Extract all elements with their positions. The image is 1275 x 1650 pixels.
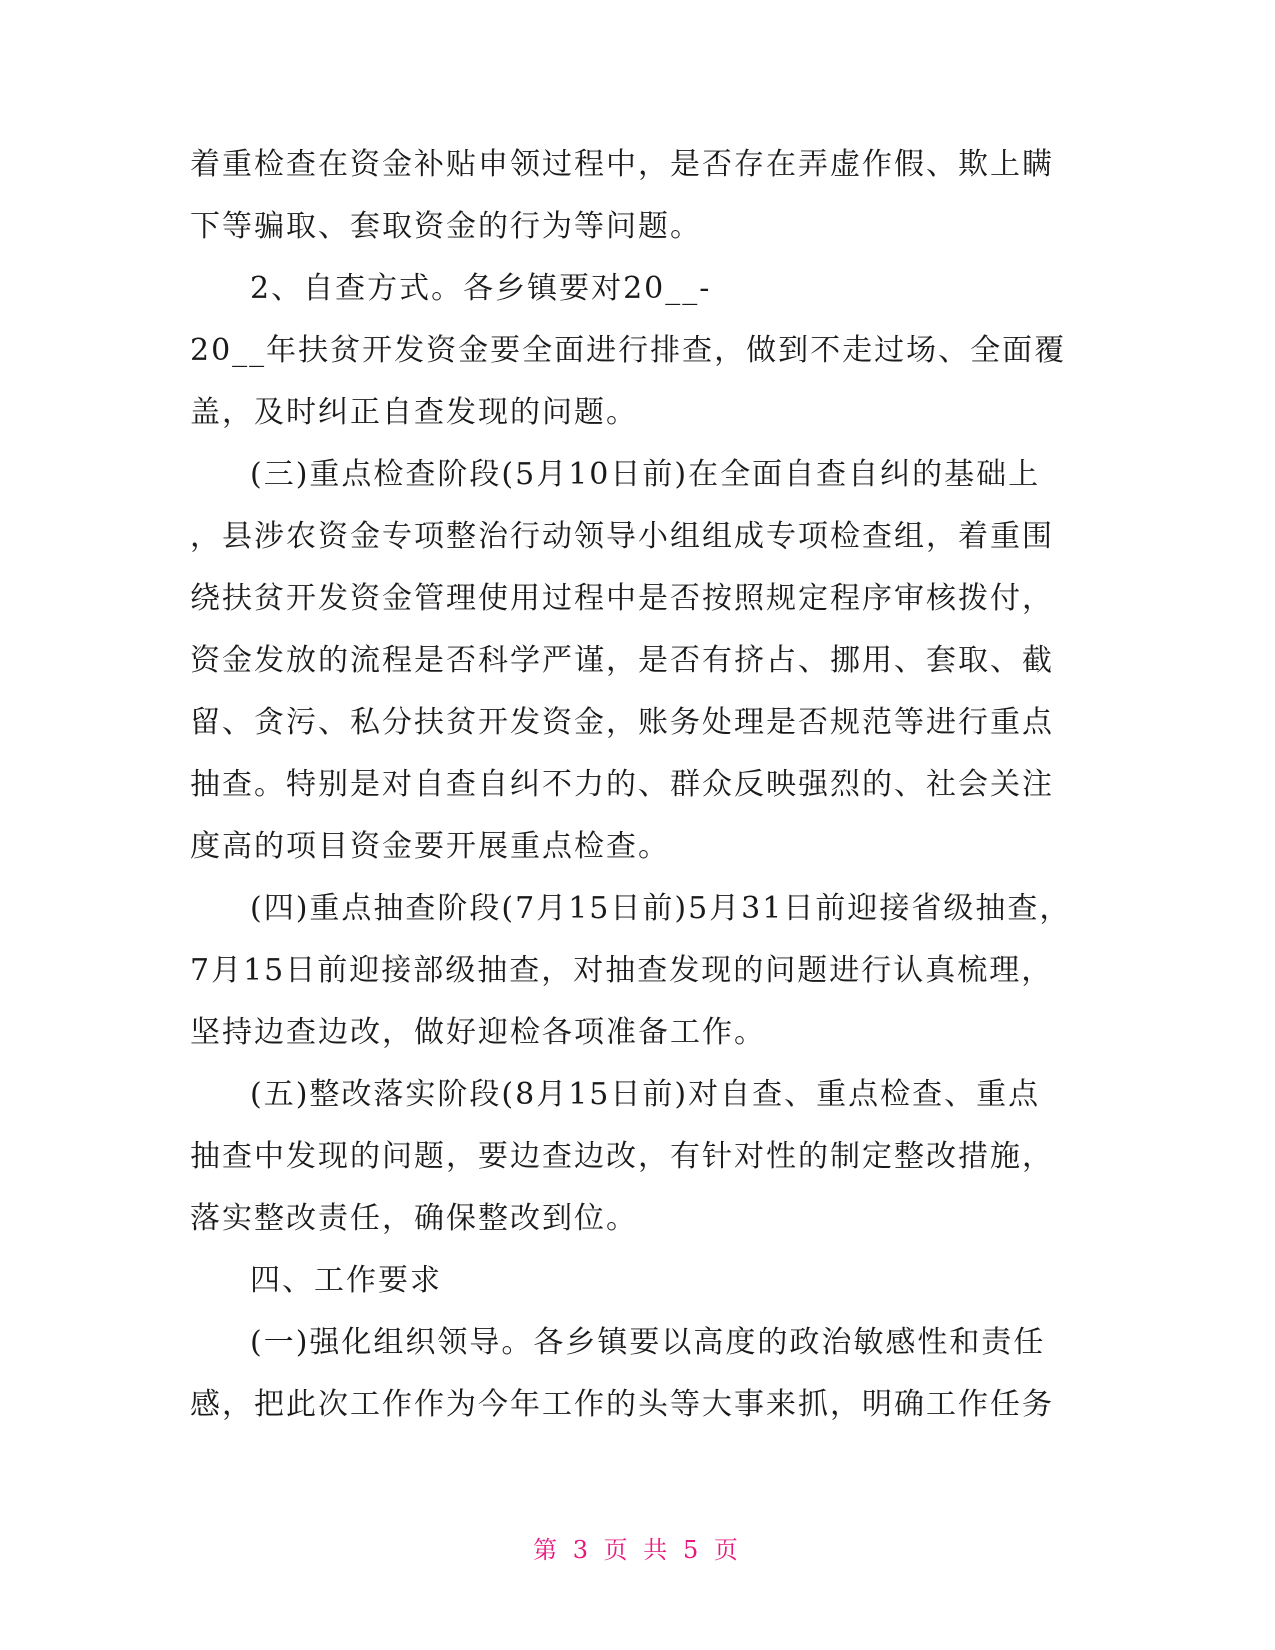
text-line: 绕扶贫开发资金管理使用过程中是否按照规定程序审核拨付， xyxy=(190,581,1054,616)
text-line: (三)重点检查阶段(5月10日前)在全面自查自纠的基础上 xyxy=(250,457,1041,492)
section-heading: 四、工作要求 xyxy=(250,1263,442,1298)
text-line: 下等骗取、套取资金的行为等问题。 xyxy=(190,209,702,244)
text-line: (一)强化组织领导。各乡镇要以高度的政治敏感性和责任 xyxy=(250,1325,1046,1360)
text-line: 抽查。特别是对自查自纠不力的、群众反映强烈的、社会关注 xyxy=(190,767,1054,802)
text-line: 感，把此次工作作为今年工作的头等大事来抓，明确工作任务 xyxy=(190,1387,1054,1422)
page-number-footer: 第 3 页 共 5 页 xyxy=(533,1536,742,1564)
text-line: 着重检查在资金补贴申领过程中，是否存在弄虚作假、欺上瞒 xyxy=(190,147,1054,182)
text-line: 资金发放的流程是否科学严谨，是否有挤占、挪用、套取、截 xyxy=(190,643,1054,678)
text-line: 留、贪污、私分扶贫开发资金，账务处理是否规范等进行重点 xyxy=(190,705,1054,740)
text-line: 20__年扶贫开发资金要全面进行排查，做到不走过场、全面覆 xyxy=(190,333,1067,368)
text-line: 盖，及时纠正自查发现的问题。 xyxy=(190,395,638,430)
text-line: 坚持边查边改，做好迎检各项准备工作。 xyxy=(190,1015,766,1050)
text-line: 2、自查方式。各乡镇要对20__- xyxy=(250,271,712,306)
text-line: 度高的项目资金要开展重点检查。 xyxy=(190,829,670,864)
text-line: (五)整改落实阶段(8月15日前)对自查、重点检查、重点 xyxy=(250,1077,1041,1112)
text-line: (四)重点抽查阶段(7月15日前)5月31日前迎接省级抽查， xyxy=(250,891,1072,926)
text-line: ，县涉农资金专项整治行动领导小组组成专项检查组，着重围 xyxy=(190,519,1054,554)
text-line: 7月15日前迎接部级抽查，对抽查发现的问题进行认真梳理， xyxy=(190,953,1054,988)
text-line: 抽查中发现的问题，要边查边改，有针对性的制定整改措施， xyxy=(190,1139,1054,1174)
text-line: 落实整改责任，确保整改到位。 xyxy=(190,1201,638,1236)
